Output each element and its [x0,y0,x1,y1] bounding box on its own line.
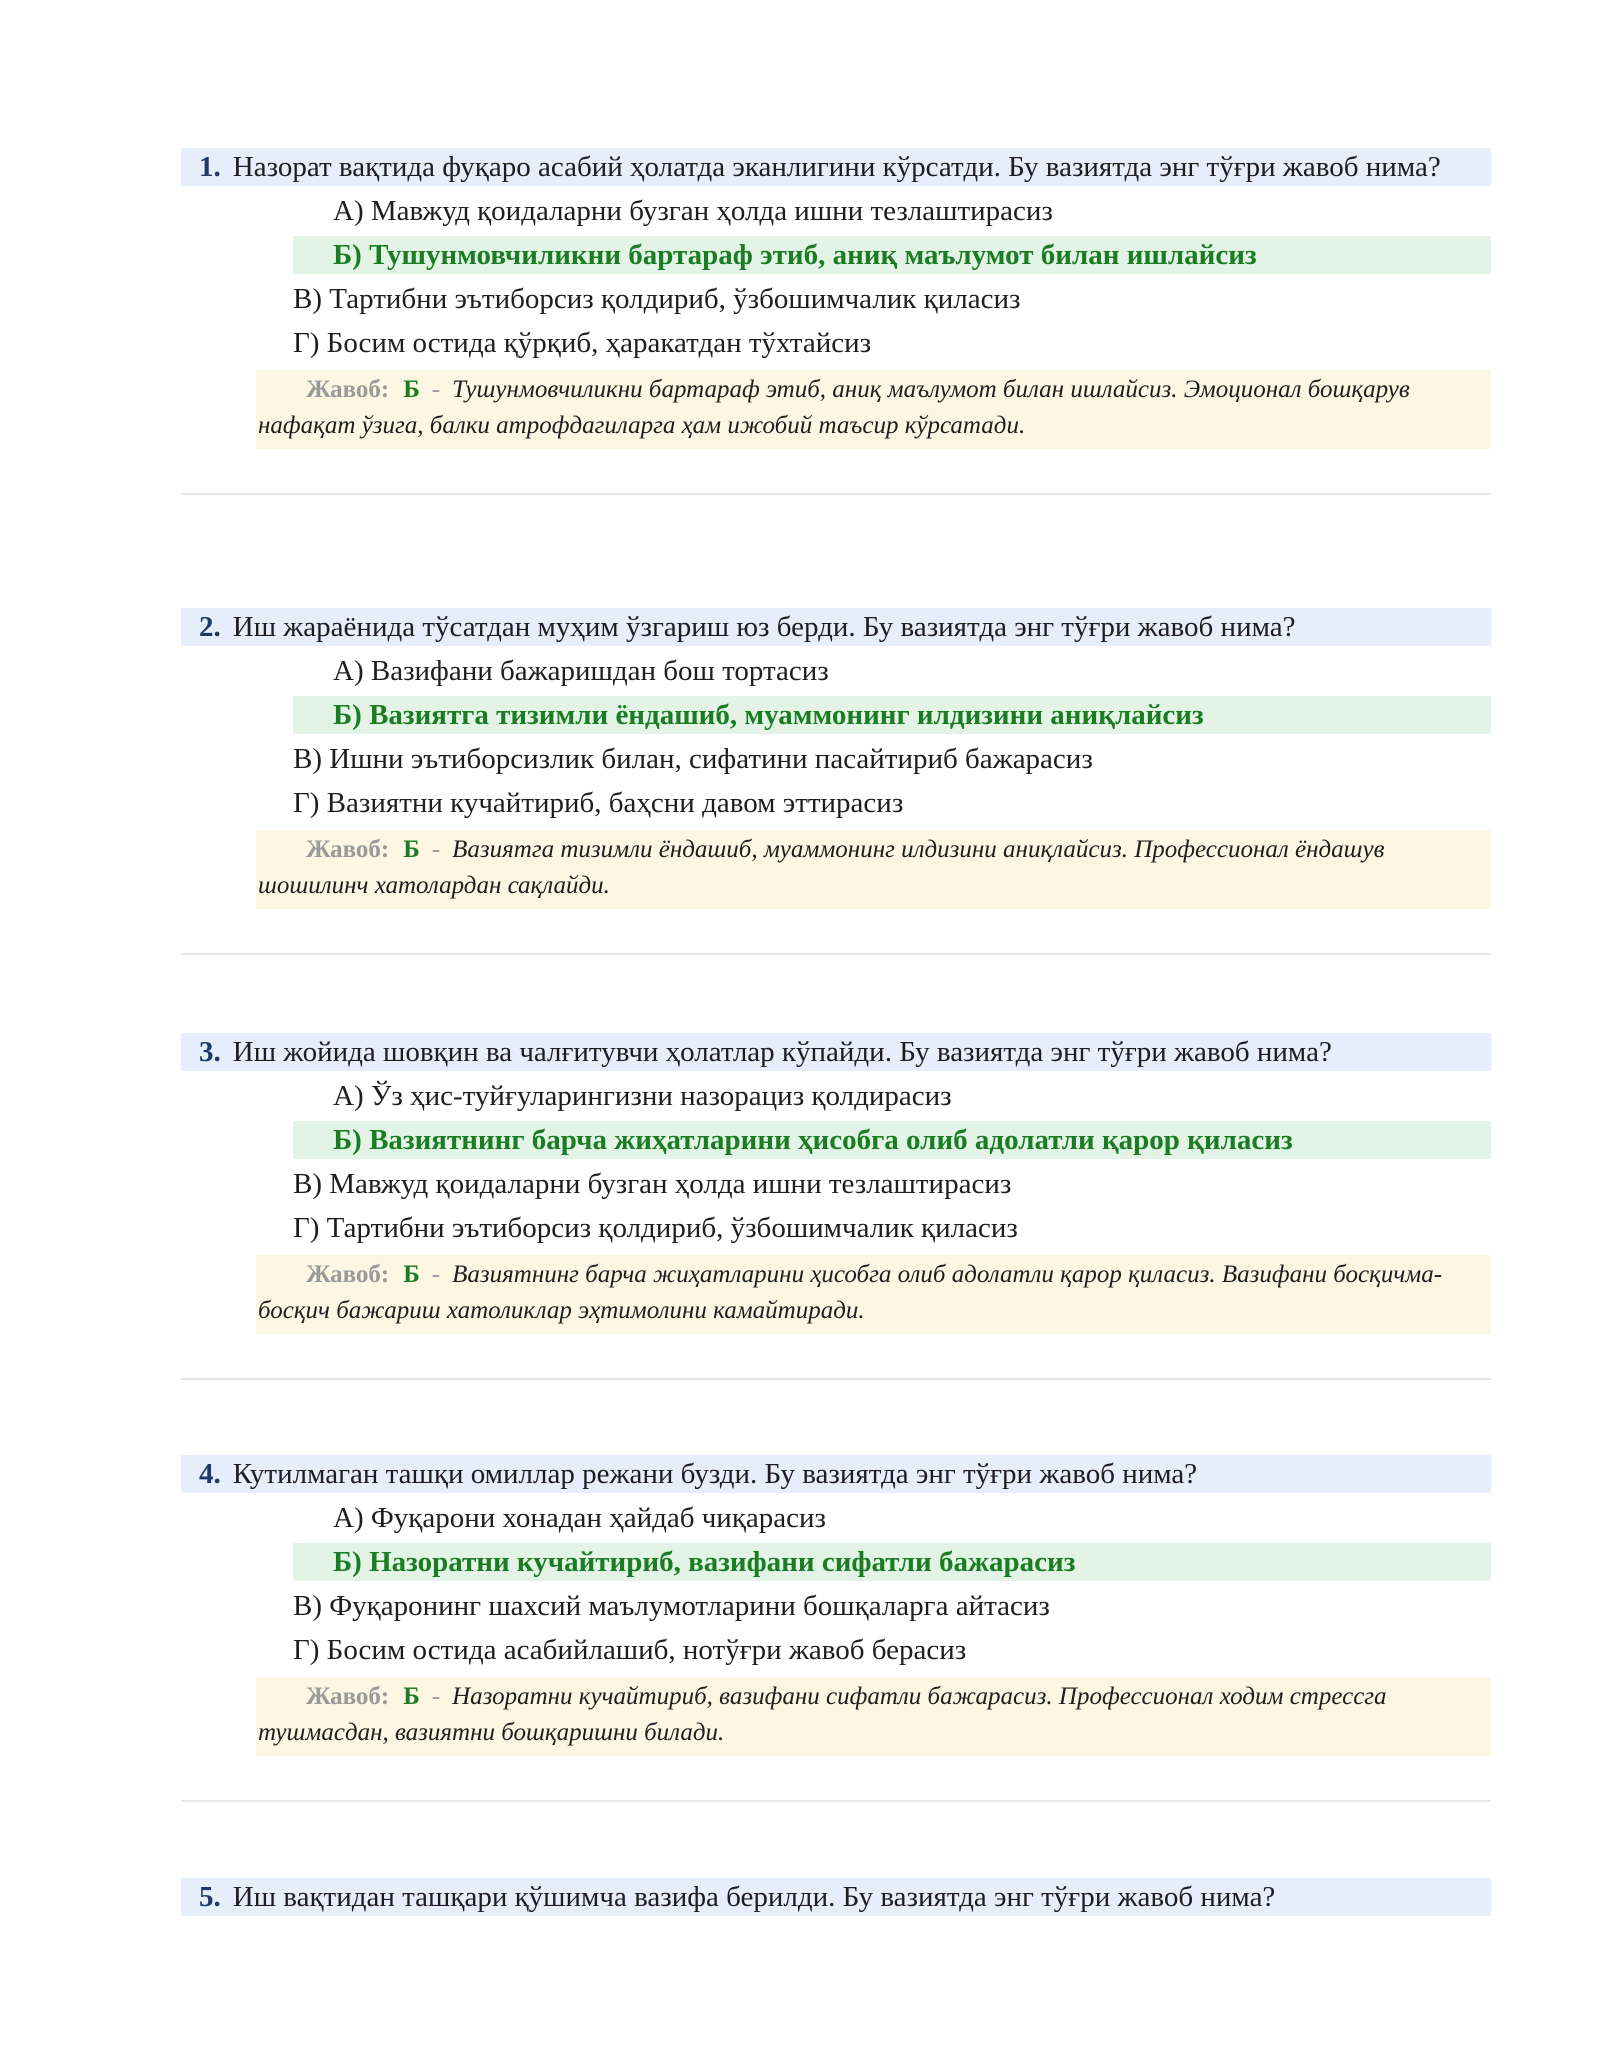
option-g: Г) Тартибни эътиборсиз қолдириб, ўзбошимчалик қиласиз [293,1212,1018,1244]
answer-label: Жавоб: [306,836,390,863]
answer-explanation [256,1677,1491,1756]
explanation-text: Назоратни кучайтириб, вазифани сифатли бажарасиз. Профессионал ходим стрессга тушмасдан, вазиятни бошқаришни билади. [258,1683,1387,1746]
option-b-correct: Б) Вазиятга тизимли ёндашиб, муаммонинг илдизини аниқлайсиз [293,696,1491,734]
answer-explanation [256,830,1491,909]
option-a: А) Ўз ҳис-туйғуларингизни назорациз қолдирасиз [333,1080,952,1112]
question-header [181,608,1491,646]
question-header [181,148,1491,186]
question-block [181,1033,1491,1380]
option-b-correct: Б) Назоратни кучайтириб, вазифани сифатли бажарасиз [293,1543,1491,1581]
answer-explanation [256,1255,1491,1334]
option-g: Г) Босим остида қўрқиб, ҳаракатдан тўхтайсиз [293,327,872,359]
question-header [181,1033,1491,1071]
question-header [181,1455,1491,1493]
question-block [181,148,1491,495]
answer-separator: - [431,836,441,863]
answer-separator: - [431,1683,441,1710]
answer-key: Б [403,1683,420,1710]
answer-key: Б [403,376,420,403]
option-b-correct: Б) Вазиятнинг барча жиҳатларини ҳисобга олиб адолатли қарор қиласиз [293,1121,1491,1159]
question-number: 5. [199,1881,221,1913]
answer-label: Жавоб: [306,1683,390,1710]
option-a: А) Вазифани бажаришдан бош тортасиз [333,655,829,687]
option-a: А) Мавжуд қоидаларни бузган ҳолда ишни тезлаштирасиз [333,195,1053,227]
explanation-text: Вазиятга тизимли ёндашиб, муаммонинг илдизини аниқлайсиз. Профессионал ёндашув шошилинч хатолардан сақлайди. [258,836,1385,899]
question-text: Назорат вақтида фуқаро асабий ҳолатда эканлигини кўрсатди. Бу вазиятда энг тўғри жавоб нима? [232,151,1441,183]
question-number: 4. [199,1458,221,1490]
answer-label: Жавоб: [306,1261,390,1288]
option-g: Г) Босим остида асабийлашиб, нотўғри жавоб берасиз [293,1634,967,1666]
explanation-text: Вазиятнинг барча жиҳатларини ҳисобга олиб адолатли қарор қиласиз. Вазифани босқичма-босқич бажариш хатоликлар эҳтимолини камайтиради. [258,1261,1443,1324]
question-block [181,608,1491,955]
option-v: В) Ишни эътиборсизлик билан, сифатини пасайтириб бажарасиз [293,743,1093,775]
section-divider [181,953,1491,955]
section-divider [181,1378,1491,1380]
question-text: Иш вақтидан ташқари қўшимча вазифа берилди. Бу вазиятда энг тўғри жавоб нима? [232,1881,1276,1913]
question-number: 3. [199,1036,221,1068]
question-block [181,1878,1491,1916]
question-number: 2. [199,611,221,643]
option-v: В) Фуқаронинг шахсий маълумотларини бошқаларга айтасиз [293,1590,1050,1622]
answer-key: Б [403,836,420,863]
option-v: В) Мавжуд қоидаларни бузган ҳолда ишни тезлаштирасиз [293,1168,1012,1200]
answer-separator: - [431,1261,441,1288]
option-a: А) Фуқарони хонадан ҳайдаб чиқарасиз [333,1502,826,1534]
explanation-text: Тушунмовчиликни бартараф этиб, аниқ маълумот билан ишлайсиз. Эмоционал бошқарув нафақат ўзига, балки атрофдагиларга ҳам ижобий таъсир кўрсатади. [258,376,1410,439]
section-divider [181,493,1491,495]
answer-separator: - [431,376,441,403]
question-text: Иш жойида шовқин ва чалғитувчи ҳолатлар кўпайди. Бу вазиятда энг тўғри жавоб нима? [232,1036,1332,1068]
answer-label: Жавоб: [306,376,390,403]
section-divider [181,1800,1491,1802]
option-g: Г) Вазиятни кучайтириб, баҳсни давом эттирасиз [293,787,904,819]
answer-explanation [256,370,1491,449]
question-number: 1. [199,151,221,183]
question-text: Иш жараёнида тўсатдан муҳим ўзгариш юз берди. Бу вазиятда энг тўғри жавоб нима? [232,611,1296,643]
option-b-correct: Б) Тушунмовчиликни бартараф этиб, аниқ маълумот билан ишлайсиз [293,236,1491,274]
question-block [181,1455,1491,1802]
question-text: Кутилмаган ташқи омиллар режани бузди. Бу вазиятда энг тўғри жавоб нима? [232,1458,1198,1490]
answer-key: Б [403,1261,420,1288]
question-header [181,1878,1491,1916]
option-v: В) Тартибни эътиборсиз қолдириб, ўзбошимчалик қиласиз [293,283,1021,315]
